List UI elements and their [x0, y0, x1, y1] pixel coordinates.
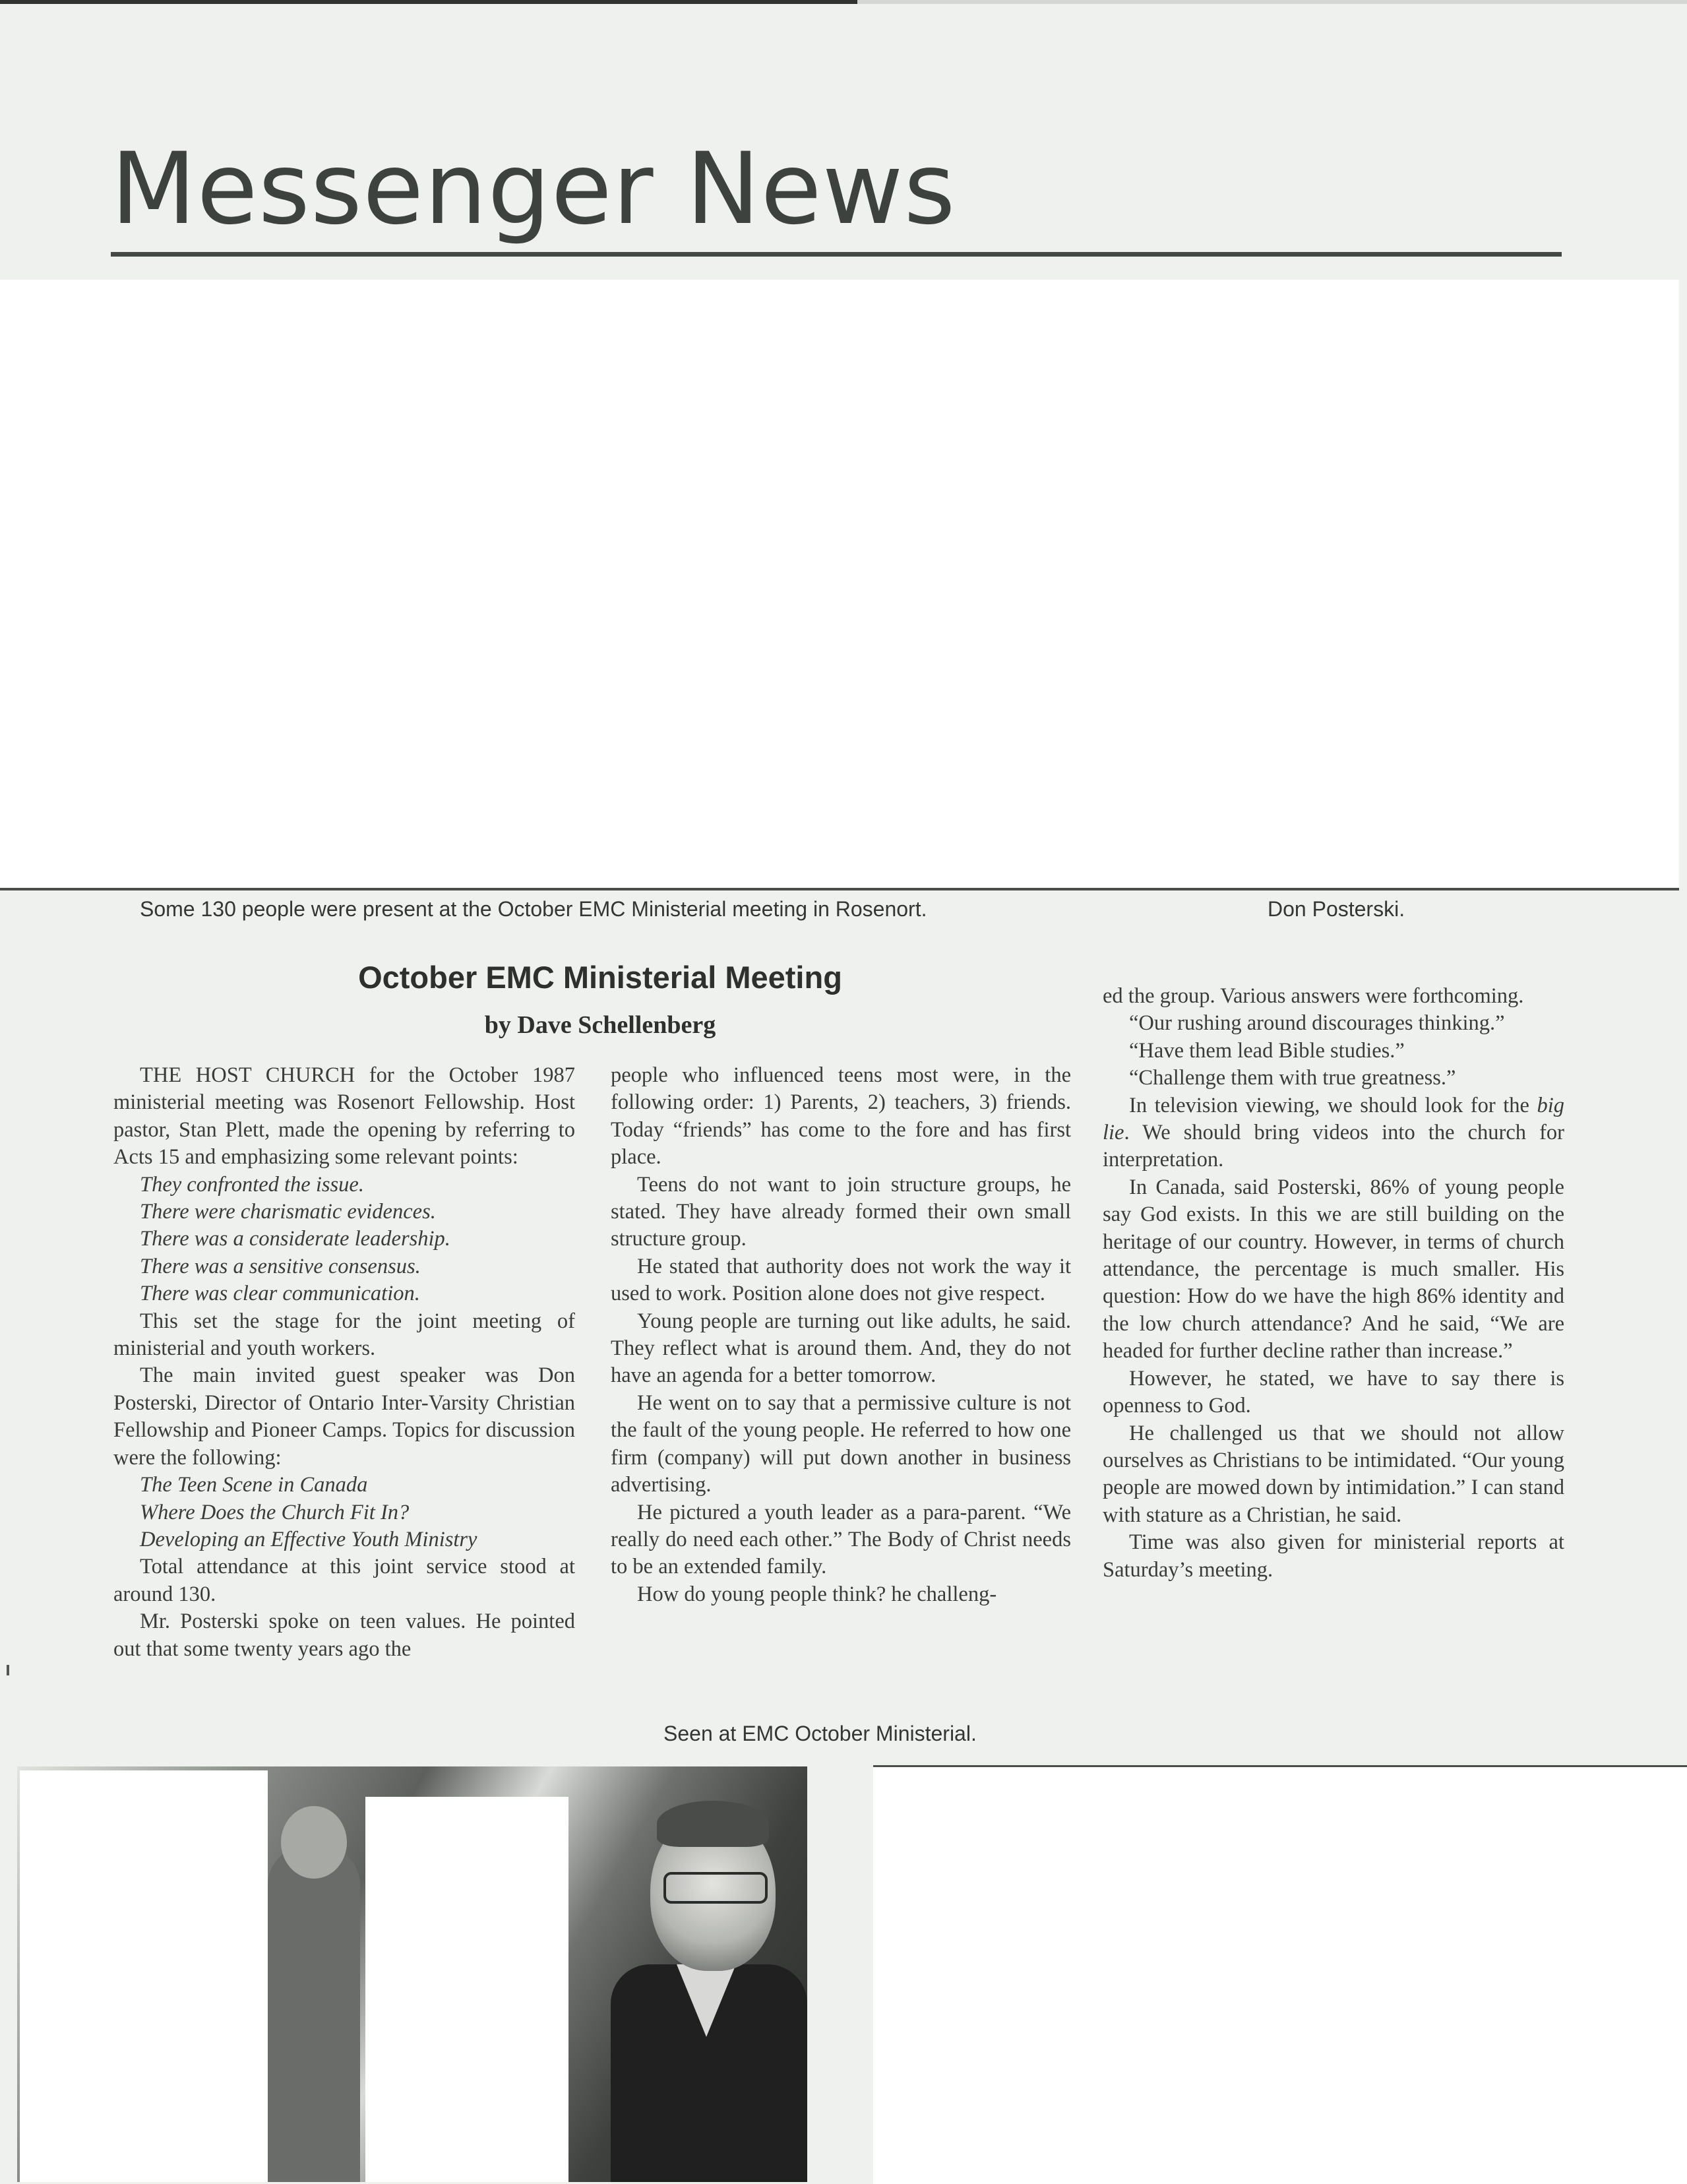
paragraph-text: . We should bring videos into the church for interpretation. [1103, 1121, 1564, 1172]
paragraph: THE HOST CHURCH for the October 1987 ministerial meeting was Rosenort Fellowship. Host pastor, Stan Plett, made the opening by referring to Acts 15 and emphasizing some relevant points: [113, 1063, 575, 1170]
paragraph: Time was also given for ministerial reports at Saturday’s meeting. [1103, 1530, 1564, 1582]
quote: “Challenge them with true greatness.” [1129, 1066, 1456, 1090]
bottom-photo-caption: Seen at EMC October Ministerial. [663, 1722, 977, 1745]
paragraph: ed the group. Various answers were forthcoming. [1103, 984, 1524, 1008]
acts-point: There were charismatic evidences. [140, 1200, 436, 1224]
photo-man-hair [657, 1801, 769, 1847]
photo-redaction-1 [20, 1770, 268, 2182]
quote: “Our rushing around discourages thinking.” [1129, 1011, 1505, 1036]
acts-point: They confronted the issue. [140, 1172, 364, 1197]
acts-point: There was clear communication. [140, 1282, 420, 1306]
paragraph: He pictured a youth leader as a para-parent. “We really do need each other.” The Body of Christ needs to be an extended family. [611, 1500, 1071, 1579]
top-photo-caption-right: Don Posterski. [1268, 897, 1405, 921]
top-photo-placeholder [0, 280, 1679, 889]
photo-figure-left-head [281, 1806, 347, 1879]
top-border-dark [0, 0, 857, 4]
masthead-title: Messenger News [111, 132, 956, 247]
article-column-3 [1103, 983, 1564, 1584]
paragraph: In Canada, said Posterski, 86% of young people say God exists. In this we are still building on the heritage of our country. However, in terms of church attendance, the percentage is much smaller. His question: How do we have the high 86% identity and the low church attendance? And he said, “We are headed for further decline rather than increase.” [1103, 1175, 1564, 1363]
paragraph: He went on to say that a permissive culture is not the fault of the young people. He referred to how one firm (company) will put down another in business advertising. [611, 1390, 1071, 1497]
paragraph: He stated that authority does not work the way it used to work. Position alone does not give respect. [611, 1254, 1071, 1306]
paragraph: Young people are turning out like adults, he said. They reflect what is around them. And, they do not have an agenda for a better tomorrow. [611, 1309, 1071, 1388]
article-byline: by Dave Schellenberg [484, 1011, 716, 1039]
paragraph [1103, 1092, 1564, 1174]
top-border-light [857, 0, 1687, 4]
bottom-photo [17, 1766, 807, 2182]
discussion-topic: Developing an Effective Youth Ministry [140, 1527, 477, 1551]
photo-redaction-2 [365, 1797, 568, 2182]
masthead-rule [111, 252, 1562, 257]
bottom-right-photo-placeholder [873, 1765, 1687, 2184]
acts-point: There was a considerate leadership. [140, 1227, 450, 1251]
paragraph: Total attendance at this joint service stood at around 130. [113, 1555, 575, 1606]
paragraph: people who influenced teens most were, in the following order: 1) Parents, 2) teachers, 3) friends. Today “friends” has come to the fore and has first place. [611, 1063, 1071, 1170]
top-photo-caption-left: Some 130 people were present at the October EMC Ministerial meeting in Rosenort. [140, 897, 927, 921]
discussion-topic: Where Does the Church Fit In? [140, 1500, 410, 1524]
photo-figure-left [268, 1846, 360, 2182]
acts-point: There was a sensitive consensus. [140, 1254, 421, 1278]
discussion-topic: The Teen Scene in Canada [140, 1473, 368, 1497]
paragraph: This set the stage for the joint meeting of ministerial and youth workers. [113, 1309, 575, 1361]
emphasis: big lie [1103, 1093, 1564, 1145]
photo-man-glasses [663, 1872, 768, 1904]
paragraph: How do young people think? he challeng- [637, 1582, 997, 1606]
article-column-1 [113, 1062, 575, 1663]
paragraph: He challenged us that we should not allow ourselves as Christians to be intimidated. “Our young people are mowed down by intimidation.” I can stand with stature as a Christian, he said. [1103, 1421, 1564, 1527]
paragraph: Teens do not want to join structure groups, he stated. They have already formed their own small structure group. [611, 1172, 1071, 1251]
paragraph: Mr. Posterski spoke on teen values. He pointed out that some twenty years ago the [113, 1609, 575, 1661]
top-photo-bottom-rule [0, 888, 1679, 890]
quote: “Have them lead Bible studies.” [1129, 1038, 1405, 1063]
margin-mark [7, 1665, 9, 1675]
paragraph-text: In television viewing, we should look for the [1129, 1093, 1529, 1117]
paragraph: The main invited guest speaker was Don Posterski, Director of Ontario Inter-Varsity Christian Fellowship and Pioneer Camps. Topics for discussion were the following: [113, 1363, 575, 1470]
paragraph: However, he stated, we have to say there is openness to God. [1103, 1366, 1564, 1418]
article-column-2 [611, 1062, 1071, 1608]
article-headline: October EMC Ministerial Meeting [358, 960, 842, 995]
